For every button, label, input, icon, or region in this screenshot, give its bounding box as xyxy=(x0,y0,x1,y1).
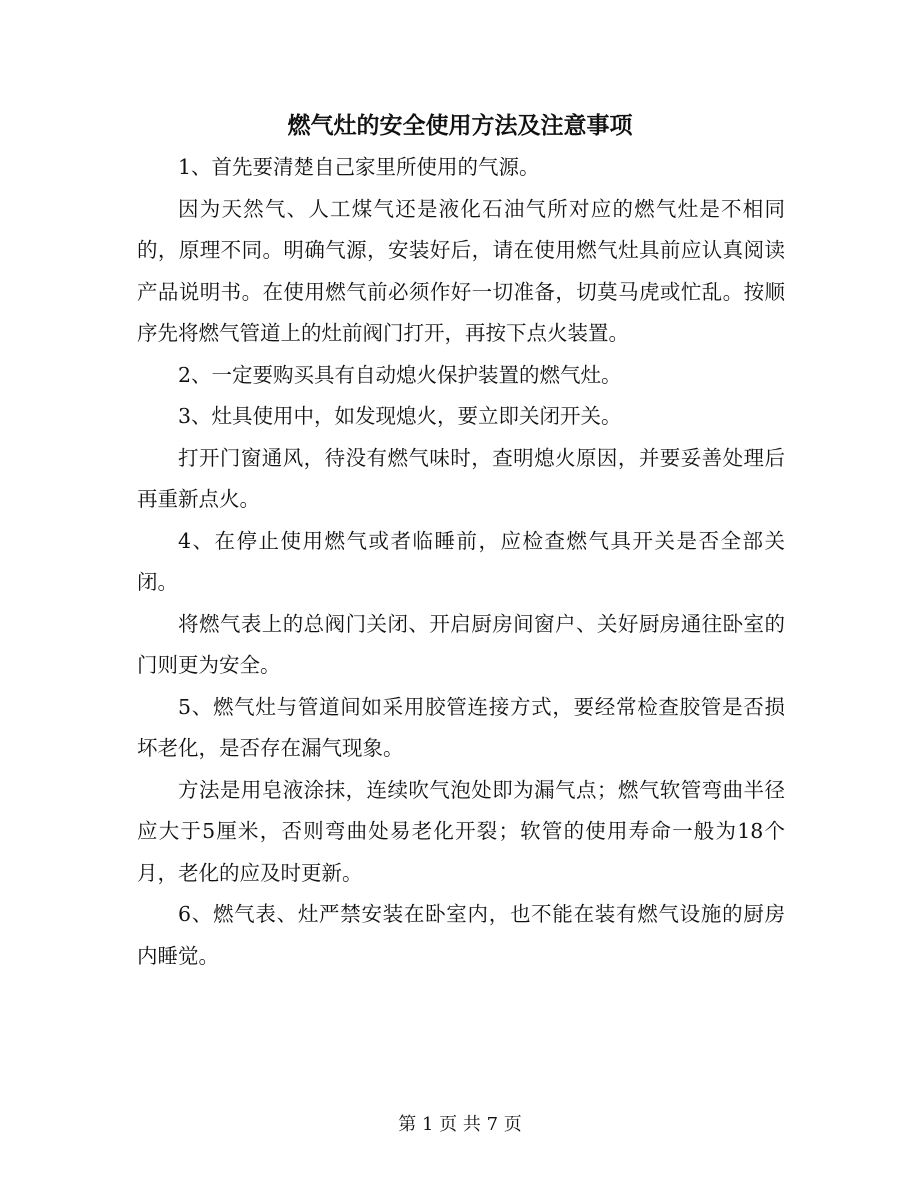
paragraph: 因为天然气、人工煤气还是液化石油气所对应的燃气灶是不相同的，原理不同。明确气源，安装好后，请在使用燃气灶具前应认真阅读产品说明书。在使用燃气前必须作好一切准备，切莫马虎或忙乱。按顺序先将燃气管道上的灶前阀门打开，再按下点火装置。 xyxy=(137,196,785,345)
paragraph: 1、首先要清楚自己家里所使用的气源。 xyxy=(178,155,540,179)
paragraph: 6、燃气表、灶严禁安装在卧室内，也不能在装有燃气设施的厨房内睡觉。 xyxy=(137,902,785,968)
paragraph: 3、灶具使用中，如发现熄火，要立即关闭开关。 xyxy=(178,404,622,428)
paragraph: 打开门窗通风，待没有燃气味时，查明熄火原因，并要妥善处理后再重新点火。 xyxy=(137,445,785,511)
document-title: 燃气灶的安全使用方法及注意事项 xyxy=(287,112,633,139)
document-body xyxy=(137,147,785,977)
paragraph: 2、一定要购买具有自动熄火保护装置的燃气灶。 xyxy=(178,362,622,387)
page-footer: 第 1 页 共 7 页 xyxy=(398,1114,522,1135)
paragraph: 5、燃气灶与管道间如采用胶管连接方式，要经常检查胶管是否损坏老化，是否存在漏气现象。 xyxy=(137,694,785,760)
paragraph: 4、在停止使用燃气或者临睡前，应检查燃气具开关是否全部关闭。 xyxy=(137,528,785,594)
paragraph: 将燃气表上的总阀门关闭、开启厨房间窗户、关好厨房通往卧室的门则更为安全。 xyxy=(137,611,785,677)
paragraph: 方法是用皂液涂抹，连续吹气泡处即为漏气点；燃气软管弯曲半径应大于5厘米，否则弯曲处易老化开裂；软管的使用寿命一般为18个月，老化的应及时更新。 xyxy=(137,777,785,885)
